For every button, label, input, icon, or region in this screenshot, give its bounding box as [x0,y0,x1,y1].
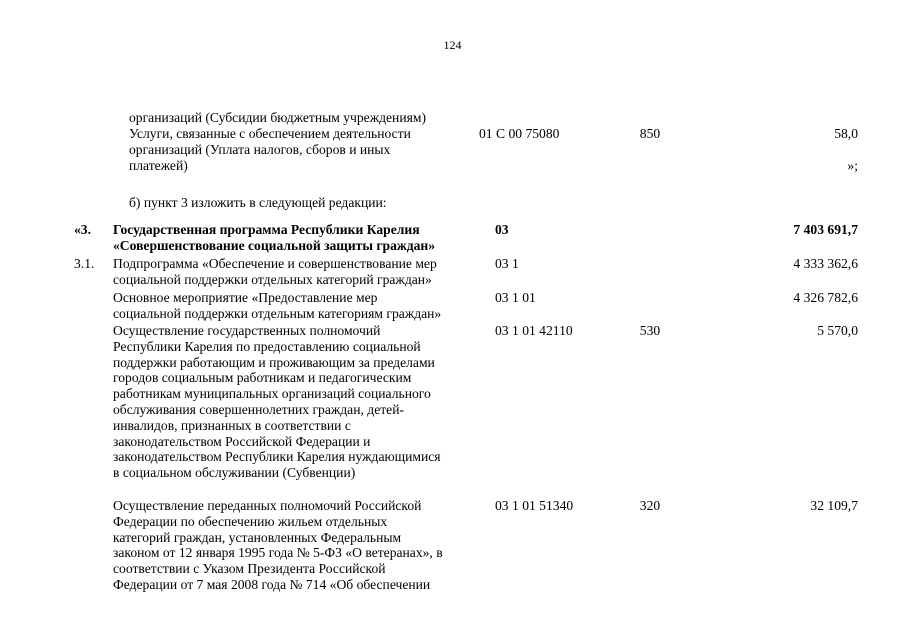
row-vr: 530 [639,323,661,338]
row-name: Осуществление переданных полномочий Российской Федерации по обеспечению жильем отдельных категорий граждан, установленных Федеральным законом от 12 января 1995 года № 5-ФЗ «О ветеранах», в соответствии с Указом Президента Российской Федерации от 7 мая 2008 года № 714 «Об обеспечении [113,498,443,592]
closing-quote: »; [847,158,858,173]
row-name: Основное мероприятие «Предоставление мер социальной поддержки отдельным категориям граждан» [113,290,442,321]
row-amount: 58,0 [834,126,858,141]
row-amount: 4 333 362,6 [793,256,858,271]
page-number: 124 [443,38,462,52]
instruction-text: б) пункт 3 изложить в следующей редакции: [129,195,387,210]
row-amount: 32 109,7 [810,498,858,513]
row-amount: 4 326 782,6 [793,290,858,305]
row-name: Государственная программа Республики Карелия «Совершенствование социальной защиты граждан» [113,222,436,253]
row-code: 03 [495,222,509,237]
row-amount: 7 403 691,7 [793,222,858,237]
row-amount: 5 570,0 [817,323,858,338]
row-name: Услуги, связанные с обеспечением деятельности организаций (Уплата налогов, сборов и иных платежей) [129,126,411,173]
row-vr: 850 [639,126,661,141]
row-code: 01 С 00 75080 [479,126,560,141]
row-name: Подпрограмма «Обеспечение и совершенствование мер социальной поддержки отдельных категорий граждан» [113,256,437,287]
row-name: организаций (Субсидии бюджетным учреждениям) [129,110,426,125]
row-code: 03 1 [495,256,519,271]
row-vr: 320 [639,498,661,513]
row-code: 03 1 01 42110 [495,323,573,338]
row-code: 03 1 01 51340 [495,498,574,513]
row-number: «3. [74,222,91,237]
row-code: 03 1 01 [495,290,536,305]
row-number: 3.1. [74,256,95,271]
row-name: Осуществление государственных полномочий Республики Карелия по предоставлению социальной поддержки работающим и проживающим за пределами городов социальным работникам и педагогическим работникам муниципальных организаций социального обслуживания совершеннолетних граждан, детей- инвалидов, признанных в соответствии с законодательством Российской Федерации и законодательством Республики Карелия нуждающимися в социальном обслуживании (Субвенции) [113,323,441,481]
